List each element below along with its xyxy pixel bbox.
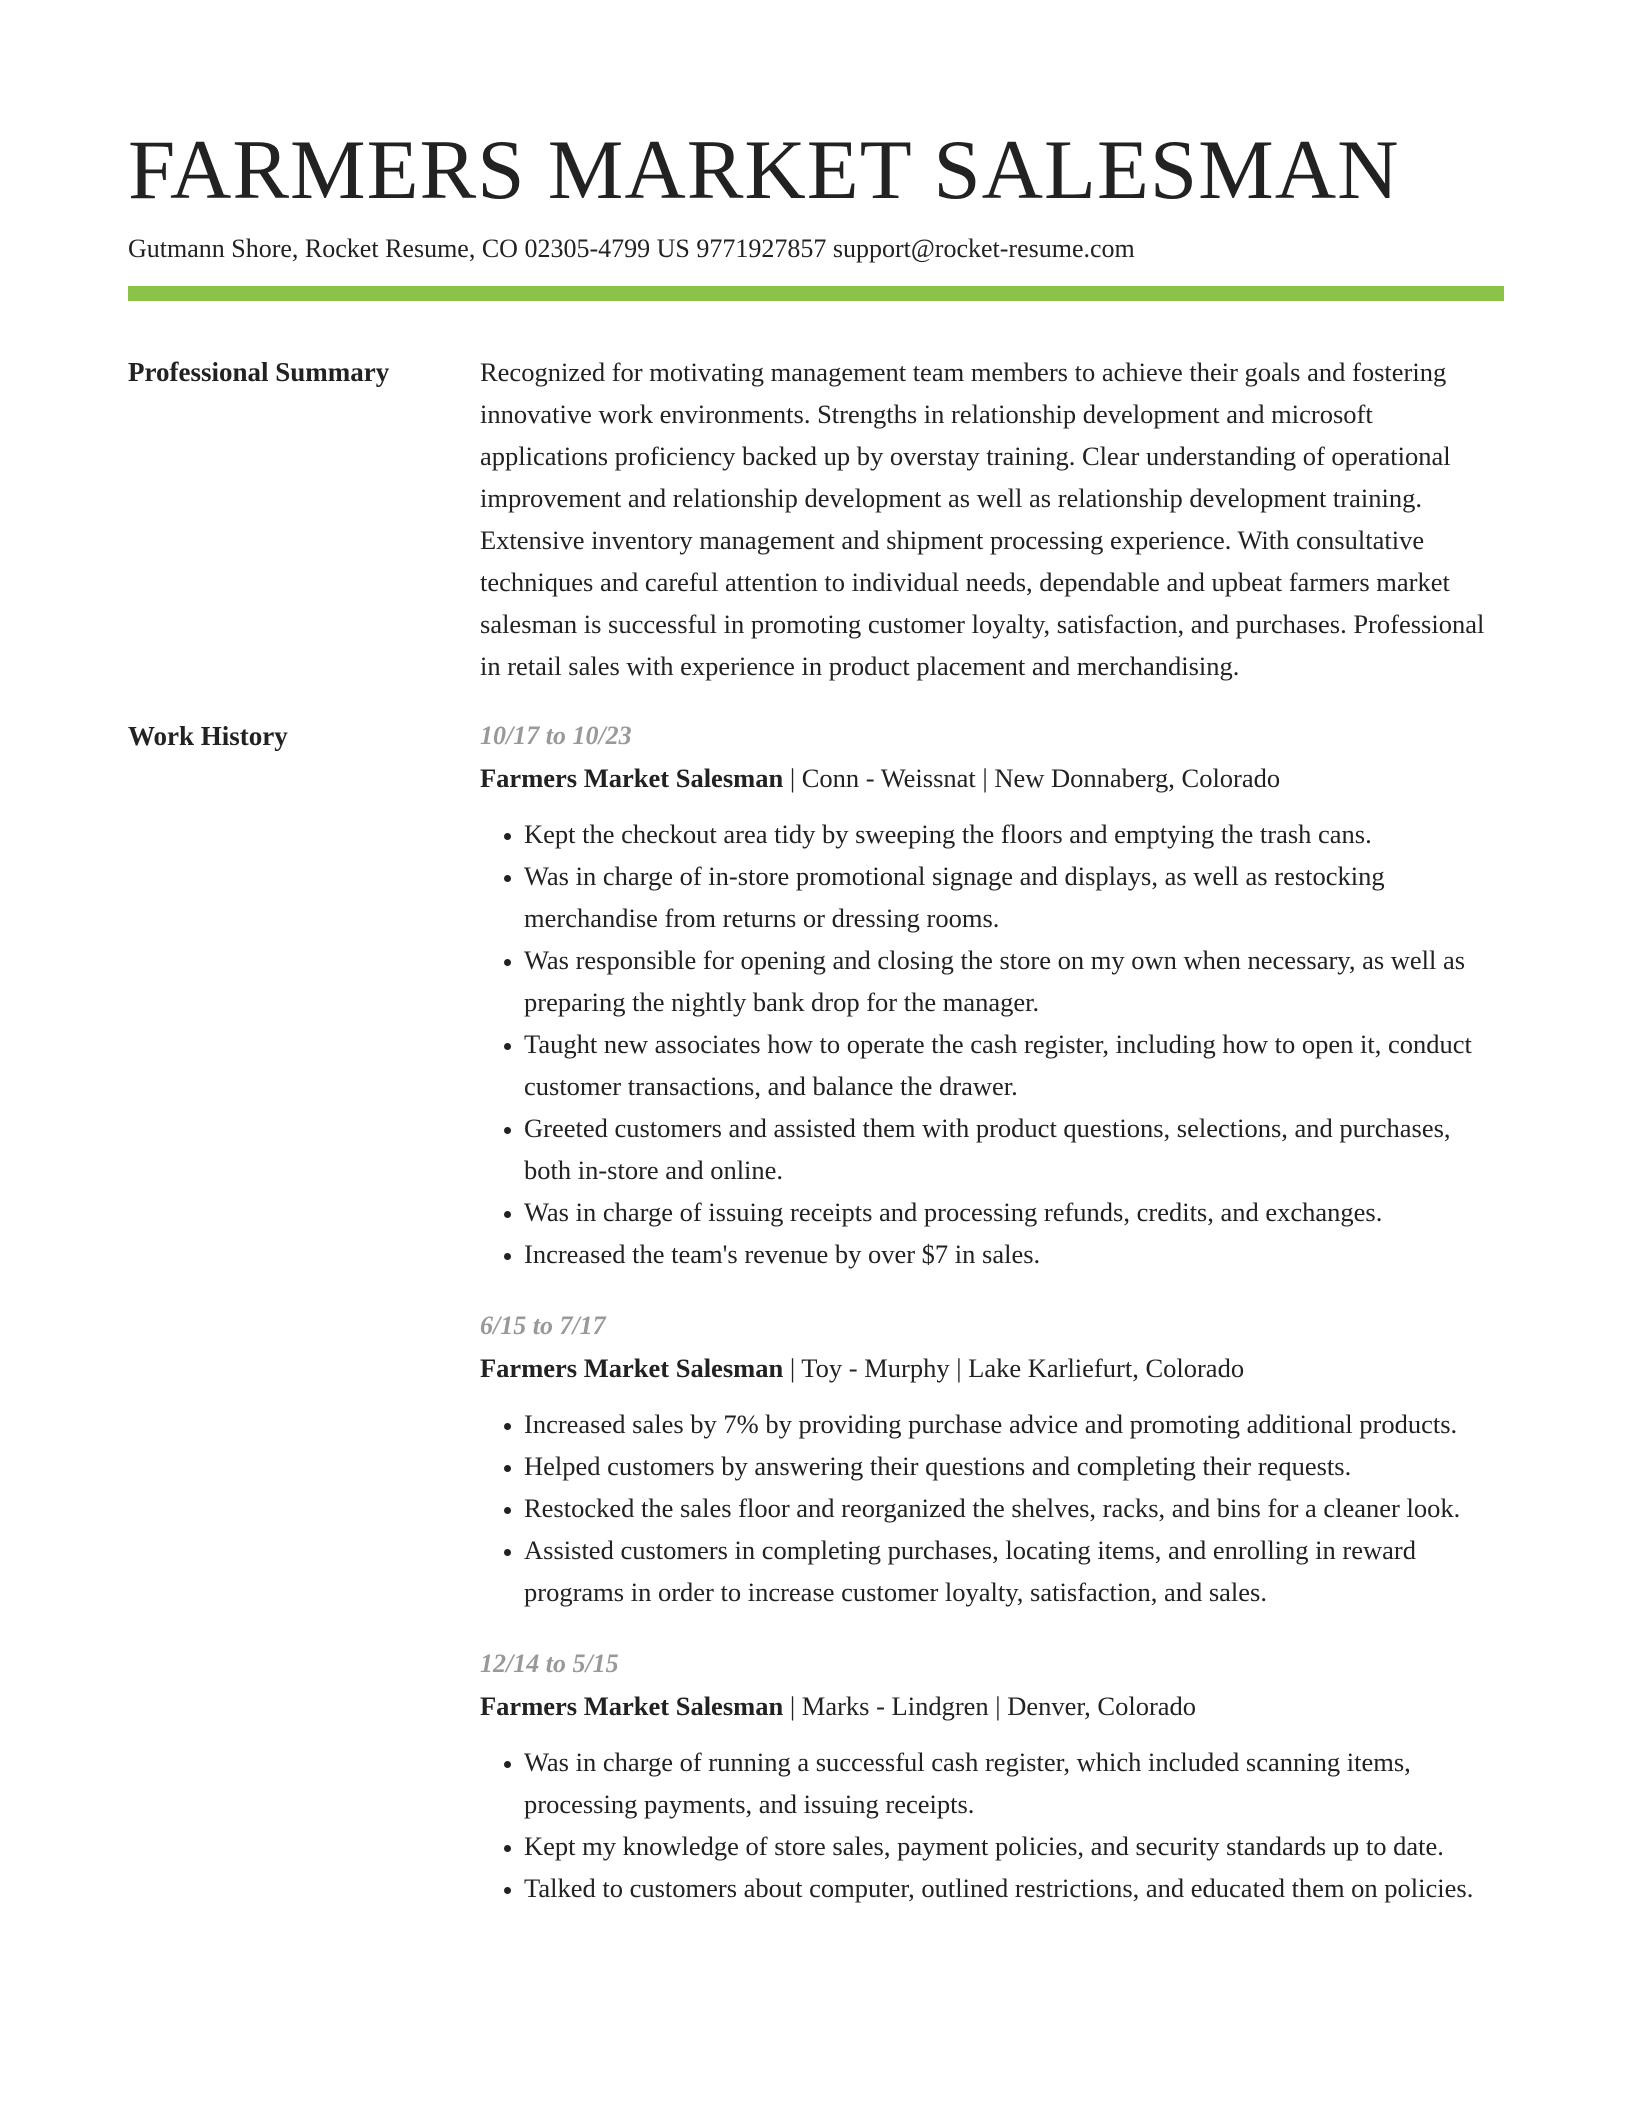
job-entry [480, 1305, 1504, 1613]
list-item: • Was in charge of running a successful cash register, which included scanning items, processing payments, and issuing receipts. [524, 1741, 1504, 1825]
job-dates: 6/15 to 7/17 [480, 1311, 606, 1340]
list-item: • Taught new associates how to operate the cash register, including how to open it, conduct customer transactions, and balance the drawer. [524, 1023, 1504, 1107]
job-company-location: | Conn - Weissnat | New Donnaberg, Colorado [783, 763, 1281, 793]
job-title: Farmers Market Salesman [480, 1691, 784, 1721]
list-item: • Helped customers by answering their questions and completing their requests. [524, 1445, 1504, 1487]
list-item: • Kept the checkout area tidy by sweeping the floors and emptying the trash cans. [524, 813, 1504, 855]
work-history-section [128, 715, 1504, 1939]
job-heading [480, 1347, 1504, 1389]
list-item: • Increased sales by 7% by providing purchase advice and promoting additional products. [524, 1403, 1504, 1445]
summary-text: Recognized for motivating management team members to achieve their goals and fostering innovative work environments. Strengths in relationship development and microsoft applications proficiency backed up by overstay training. Clear understanding of operational improvement and relationship development as well as relationship development training. Extensive inventory management and shipment processing experience. With consultative techniques and careful attention to individual needs, dependable and upbeat farmers market salesman is successful in promoting customer loyalty, satisfaction, and purchases. Professional in retail sales with experience in product placement and merchandising. [480, 357, 1485, 681]
list-item: • Kept my knowledge of store sales, payment policies, and security standards up to date. [524, 1825, 1504, 1867]
job-title: Farmers Market Salesman [480, 763, 784, 793]
section-title-work-history: Work History [128, 721, 288, 751]
job-heading [480, 757, 1504, 799]
job-dates: 12/14 to 5/15 [480, 1649, 619, 1678]
job-company-location: | Toy - Murphy | Lake Karliefurt, Colorado [783, 1353, 1245, 1383]
contact-line: Gutmann Shore, Rocket Resume, CO 02305-4799 US 9771927857 support@rocket-resume.com [128, 234, 1135, 263]
job-heading [480, 1685, 1504, 1727]
job-company-location: | Marks - Lindgren | Denver, Colorado [783, 1691, 1197, 1721]
list-item: • Was in charge of issuing receipts and processing refunds, credits, and exchanges. [524, 1191, 1504, 1233]
list-item: • Greeted customers and assisted them with product questions, selections, and purchases, both in-store and online. [524, 1107, 1504, 1191]
job-list [480, 715, 1504, 1939]
professional-summary-section [128, 351, 1504, 687]
job-bullets [480, 1403, 1504, 1613]
list-item: • Increased the team's revenue by over $7 in sales. [524, 1233, 1504, 1275]
list-item: • Was in charge of in-store promotional signage and displays, as well as restocking merchandise from returns or dressing rooms. [524, 855, 1504, 939]
list-item: • Restocked the sales floor and reorganized the shelves, racks, and bins for a cleaner look. [524, 1487, 1504, 1529]
job-entry [480, 715, 1504, 1275]
job-dates: 10/17 to 10/23 [480, 721, 632, 750]
job-bullets [480, 1741, 1504, 1909]
list-item: • Talked to customers about computer, outlined restrictions, and educated them on policies. [524, 1867, 1504, 1909]
resume-page [128, 120, 1504, 1939]
job-bullets [480, 813, 1504, 1275]
job-entry [480, 1643, 1504, 1909]
section-title-summary: Professional Summary [128, 357, 390, 387]
list-item: • Assisted customers in completing purchases, locating items, and enrolling in reward programs in order to increase customer loyalty, satisfaction, and sales. [524, 1529, 1504, 1613]
candidate-name: FARMERS MARKET SALESMAN [128, 123, 1400, 217]
list-item: • Was responsible for opening and closing the store on my own when necessary, as well as preparing the nightly bank drop for the manager. [524, 939, 1504, 1023]
job-title: Farmers Market Salesman [480, 1353, 784, 1383]
header-divider [128, 286, 1504, 301]
